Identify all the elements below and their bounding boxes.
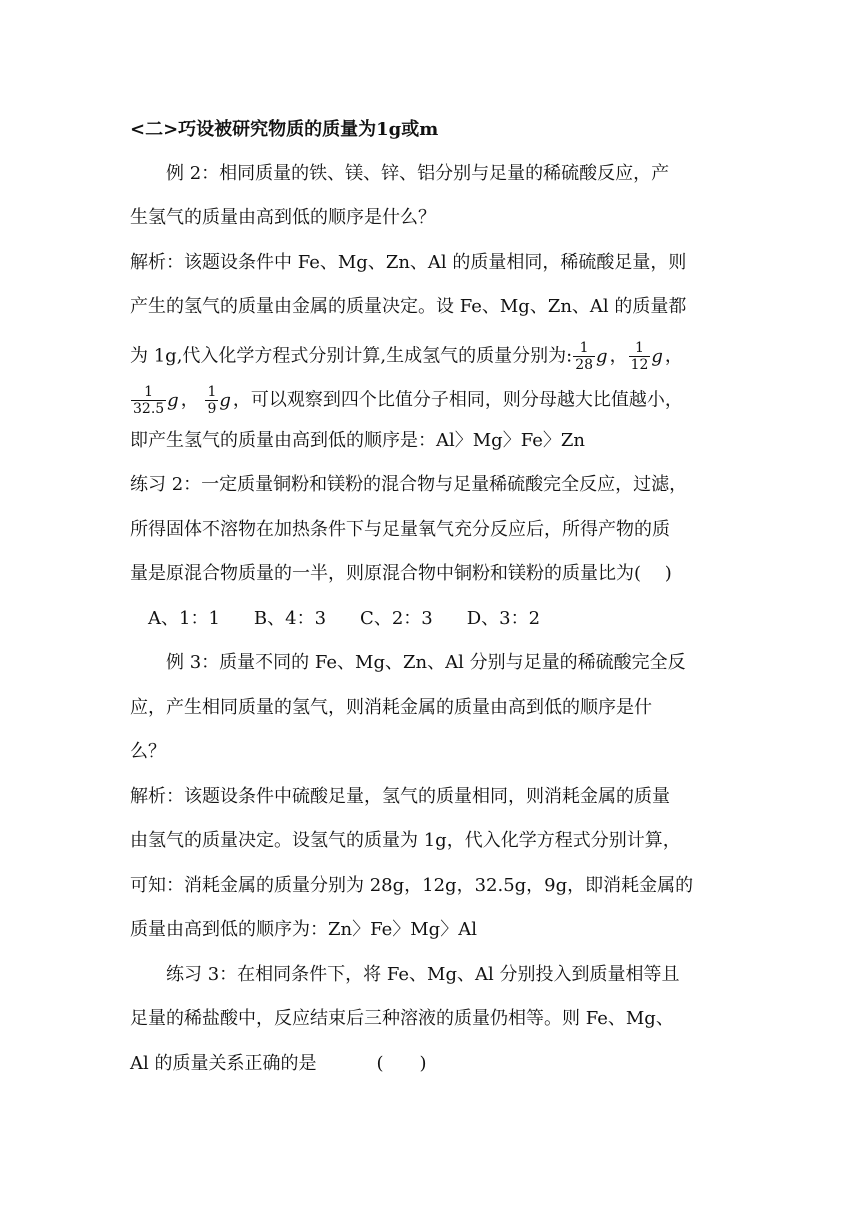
option-a: A、1：1 bbox=[148, 608, 220, 629]
analysis3-line2: 由氢气的质量决定。设氢气的质量为 1g，代入化学方程式分别计算， bbox=[130, 830, 681, 851]
option-b: B、4：3 bbox=[253, 608, 327, 629]
analysis2-line3: 为 1g,代入化学方程式分别计算,生成氢气的质量分别为: $\frac{1}{28}$ g ， $\frac{1}{12}$ g ， bbox=[130, 340, 683, 373]
analysis3-line1: 解析：该题设条件中硫酸足量，氢气的质量相同，则消耗金属的质量 bbox=[130, 786, 670, 807]
analysis2-line2: 产生的氢气的质量由金属的质量决定。设 Fe、Mg、Zn、Al 的质量都 bbox=[130, 296, 687, 317]
option-d: D、3：2 bbox=[466, 608, 541, 629]
practice3-line3 bbox=[130, 1052, 750, 1076]
practice3-line2: 足量的稀盐酸中，反应结束后三种溶液的质量仍相等。则 Fe、Mg、 bbox=[130, 1008, 674, 1029]
analysis3-line4: 质量由高到低的顺序为：Zn〉Fe〉Mg〉Al bbox=[130, 919, 477, 940]
example3-line2: 应，产生相同质量的氢气，则消耗金属的质量由高到低的顺序是什 bbox=[130, 697, 652, 718]
analysis3-line3: 可知：消耗金属的质量分别为 28g，12g，32.5g，9g，即消耗金属的 bbox=[130, 875, 694, 896]
analysis2-line4-text: ，可以观察到四个比值分子相同，则分母越大比值越小， bbox=[232, 389, 683, 411]
example3-line1: 例 3：质量不同的 Fe、Mg、Zn、Al 分别与足量的稀硫酸完全反 bbox=[166, 652, 686, 673]
section-title: <二>巧设被研究物质的质量为1g或m bbox=[130, 119, 439, 140]
fraction-1-12: $\frac{1}{12}$ bbox=[630, 340, 649, 373]
practice2-line3: 量是原混合物质量的一半，则原混合物中铜粉和镁粉的质量比为( ) bbox=[130, 563, 672, 584]
analysis2-line5: 即产生氢气的质量由高到低的顺序是：Al〉Mg〉Fe〉Zn bbox=[130, 430, 585, 451]
analysis2-line3-text: 为 1g,代入化学方程式分别计算,生成氢气的质量分别为: bbox=[130, 345, 573, 367]
example2-line2: 生氢气的质量由高到低的顺序是什么？ bbox=[130, 207, 436, 228]
fraction-1-28: $\frac{1}{28}$ bbox=[575, 340, 594, 373]
option-c: C、2：3 bbox=[360, 608, 433, 629]
fraction-1-32-5: $\frac{1}{32.5}$ bbox=[133, 384, 165, 417]
example3-line3: 么？ bbox=[130, 741, 166, 762]
practice2-line2: 所得固体不溶物在加热条件下与足量氧气充分反应后，所得产物的质 bbox=[130, 519, 670, 540]
practice2-options bbox=[148, 607, 768, 631]
practice3-line1: 练习 3：在相同条件下，将 Fe、Mg、Al 分别投入到质量相等且 bbox=[166, 964, 680, 985]
practice2-line1: 练习 2：一定质量铜粉和镁粉的混合物与足量稀硫酸完全反应，过滤， bbox=[130, 474, 688, 495]
analysis2-line1: 解析：该题设条件中 Fe、Mg、Zn、Al 的质量相同，稀硫酸足量，则 bbox=[130, 252, 687, 273]
answer-blank: ( ) bbox=[376, 1053, 427, 1074]
practice3-line3-text: Al 的质量关系正确的是 bbox=[130, 1053, 317, 1074]
fraction-1-9: $\frac{1}{9}$ bbox=[207, 384, 217, 417]
analysis2-line4: $\frac{1}{32.5}$ g ， $\frac{1}{9}$ g ，可以观察到四个比值分子相同，则分母越大比值越小， bbox=[133, 384, 683, 417]
example2-line1: 例 2：相同质量的铁、镁、锌、铝分别与足量的稀硫酸反应，产 bbox=[166, 163, 670, 184]
